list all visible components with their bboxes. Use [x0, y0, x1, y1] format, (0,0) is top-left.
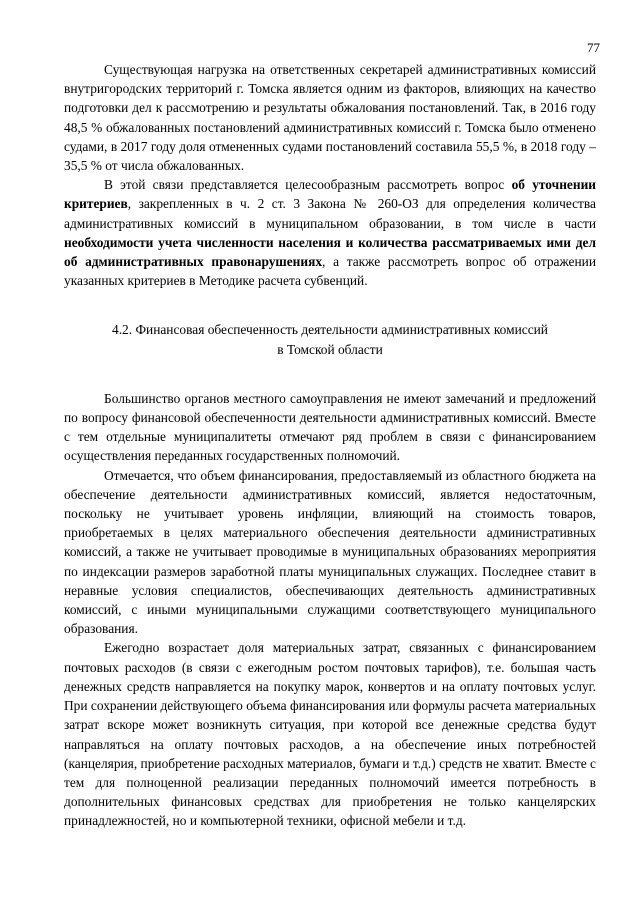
- section-heading-line1: 4.2. Финансовая обеспеченность деятельности административных комиссий: [112, 322, 548, 338]
- bold-run: об уточнении критериев: [64, 177, 596, 212]
- paragraph-postal-costs: Ежегодно возрастает доля материальных затрат, связанных с финансированием почтовых расходов (в связи с ежегодным ростом почтовых тарифов), т.е. большая часть денежных средств направляется на покупку марок, конвертов и на оплату почтовых услуг. При сохранении действующего объема финансирования или формулы расчета материальных затрат вскоре может возникнуть ситуация, при которой все денежные средства будут направляться на оплату почтовых расходов, а на обеспечение иных потребностей (канцелярия, приобретение расходных материалов, бумаги и т.д.) средств не хватит. Вместе с тем для полноценной реализации переданных полномочий имеется потребность в дополнительных финансовых средствах для приобретения не только канцелярских принадлежностей, но и компьютерной техники, офисной мебели и т.д.: [64, 640, 596, 829]
- paragraph-majority: Большинство органов местного самоуправления не имеют замечаний и предложений по вопросу финансовой обеспеченности деятельности административных комиссий. Вместе с тем отдельные муниципалитеты отмечают ряд проблем в связи с финансированием осуществления переданных государственных полномочий.: [64, 390, 596, 464]
- paragraph-criteria: [64, 175, 596, 290]
- paragraph-workload: Существующая нагрузка на ответственных секретарей административных комиссий внутригородских территорий г. Томска является одним из факторов, влияющих на качество подготовки дел к рассмотрению и результаты обжалования постановлений. Так, в 2016 году 48,5 % обжалованных постановлений административных комиссий г. Томска было отменено судами, в 2017 году доля отмененных судами постановлений составила 55,5 %, в 2018 году – 35,5 % от числа обжалованных.: [64, 62, 596, 174]
- bold-run: необходимости учета численности населения и количества рассматриваемых ими дел об административных правонарушениях: [64, 234, 596, 270]
- paragraph-funding: Отмечается, что объем финансирования, предоставляемый из областного бюджета на обеспечение деятельности административных комиссий, является недостаточным, поскольку не учитывает уровень инфляции, влияющий на стоимость товаров, приобретаемых в целях материального обеспечения деятельности административных комиссий, а также не учитывает проводимые в муниципальных образованиях мероприятия по индексации размеров заработной платы муниципальных служащих. Последнее ставит в неравные условия специалистов, обеспечивающих деятельность административных комиссий, с иными муниципальными служащими соответствующего муниципального образования.: [64, 467, 596, 637]
- text-run: , а также рассмотреть вопрос об отражении указанных критериев в Методике расчета субвенций.: [64, 254, 596, 289]
- text-run: , закрепленных в ч. 2 ст. 3 Закона № 260-ОЗ для определения количества административных комиссий в муниципальном образовании, в том числе в части: [64, 196, 596, 231]
- section-heading: [64, 320, 596, 358]
- section-heading-line2: в Томской области: [277, 341, 383, 357]
- text-run: В этой связи представляется целесообразным рассмотреть вопрос: [104, 177, 512, 193]
- page-number: 77: [587, 40, 600, 55]
- document-body: [64, 60, 596, 831]
